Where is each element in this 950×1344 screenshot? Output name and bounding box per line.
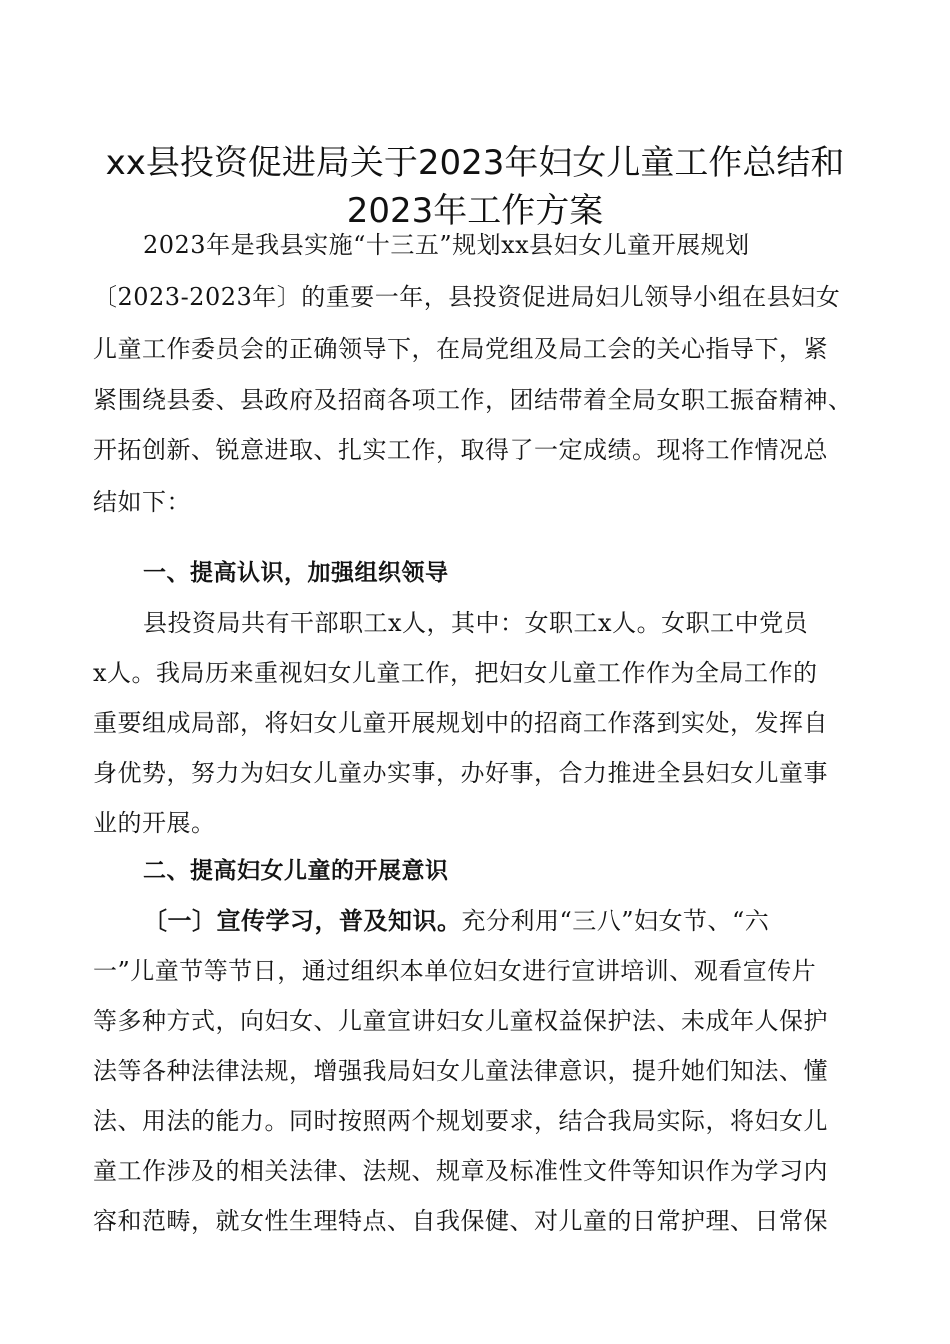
subsection-1-line-6: 童工作涉及的相关法律、法规、规章及标准性文件等知识作为学习内 bbox=[93, 1157, 828, 1185]
intro-line-5: 开拓创新、锐意进取、扎实工作，取得了一定成绩。现将工作情况总 bbox=[93, 436, 828, 464]
section-1-line-5: 业的开展。 bbox=[93, 809, 216, 837]
intro-line-2: 〔2023-2023年〕的重要一年，县投资促进局妇儿领导小组在县妇女 bbox=[93, 283, 841, 311]
section-1-line-4: 身优势，努力为妇女儿童办实事，办好事，合力推进全县妇女儿童事 bbox=[93, 759, 828, 787]
subsection-1-line-5: 法、用法的能力。同时按照两个规划要求，结合我局实际，将妇女儿 bbox=[93, 1107, 828, 1135]
document-title-line-1: xx县投资促进局关于2023年妇女儿童工作总结和 bbox=[105, 143, 845, 183]
section-1-line-1: 县投资局共有干部职工x人，其中：女职工x人。女职工中党员 bbox=[143, 609, 809, 637]
intro-line-1: 2023年是我县实施“十三五”规划xx县妇女儿童开展规划 bbox=[143, 231, 750, 259]
subsection-1-line-1 bbox=[143, 896, 769, 946]
section-1-heading: 一、提高认识，加强组织领导 bbox=[143, 560, 449, 586]
section-1-line-3: 重要组成局部，将妇女儿童开展规划中的招商工作落到实处，发挥自 bbox=[93, 709, 828, 737]
section-2-heading: 二、提高妇女儿童的开展意识 bbox=[143, 858, 449, 884]
subsection-1-title: 〔一〕宣传学习，普及知识。 bbox=[143, 907, 462, 935]
intro-line-6: 结如下： bbox=[93, 488, 191, 516]
subsection-1-line-3: 等多种方式，向妇女、儿童宣讲妇女儿童权益保护法、未成年人保护 bbox=[93, 1007, 828, 1035]
subsection-1-first-text: 充分利用“三八”妇女节、“六 bbox=[461, 907, 770, 935]
section-1-line-2: x人。我局历来重视妇女儿童工作，把妇女儿童工作作为全局工作的 bbox=[93, 659, 818, 687]
intro-line-4: 紧围绕县委、县政府及招商各项工作，团结带着全局女职工振奋精神、 bbox=[93, 386, 853, 414]
subsection-1-line-2: 一”儿童节等节日，通过组织本单位妇女进行宣讲培训、观看宣传片 bbox=[93, 957, 817, 985]
subsection-1-line-7: 容和范畴，就女性生理特点、自我保健、对儿童的日常护理、日常保 bbox=[93, 1207, 828, 1235]
document-title-line-2: 2023年工作方案 bbox=[346, 191, 604, 231]
subsection-1-line-4: 法等各种法律法规，增强我局妇女儿童法律意识，提升她们知法、懂 bbox=[93, 1057, 828, 1085]
intro-line-3: 儿童工作委员会的正确领导下，在局党组及局工会的关心指导下，紧 bbox=[93, 335, 828, 363]
